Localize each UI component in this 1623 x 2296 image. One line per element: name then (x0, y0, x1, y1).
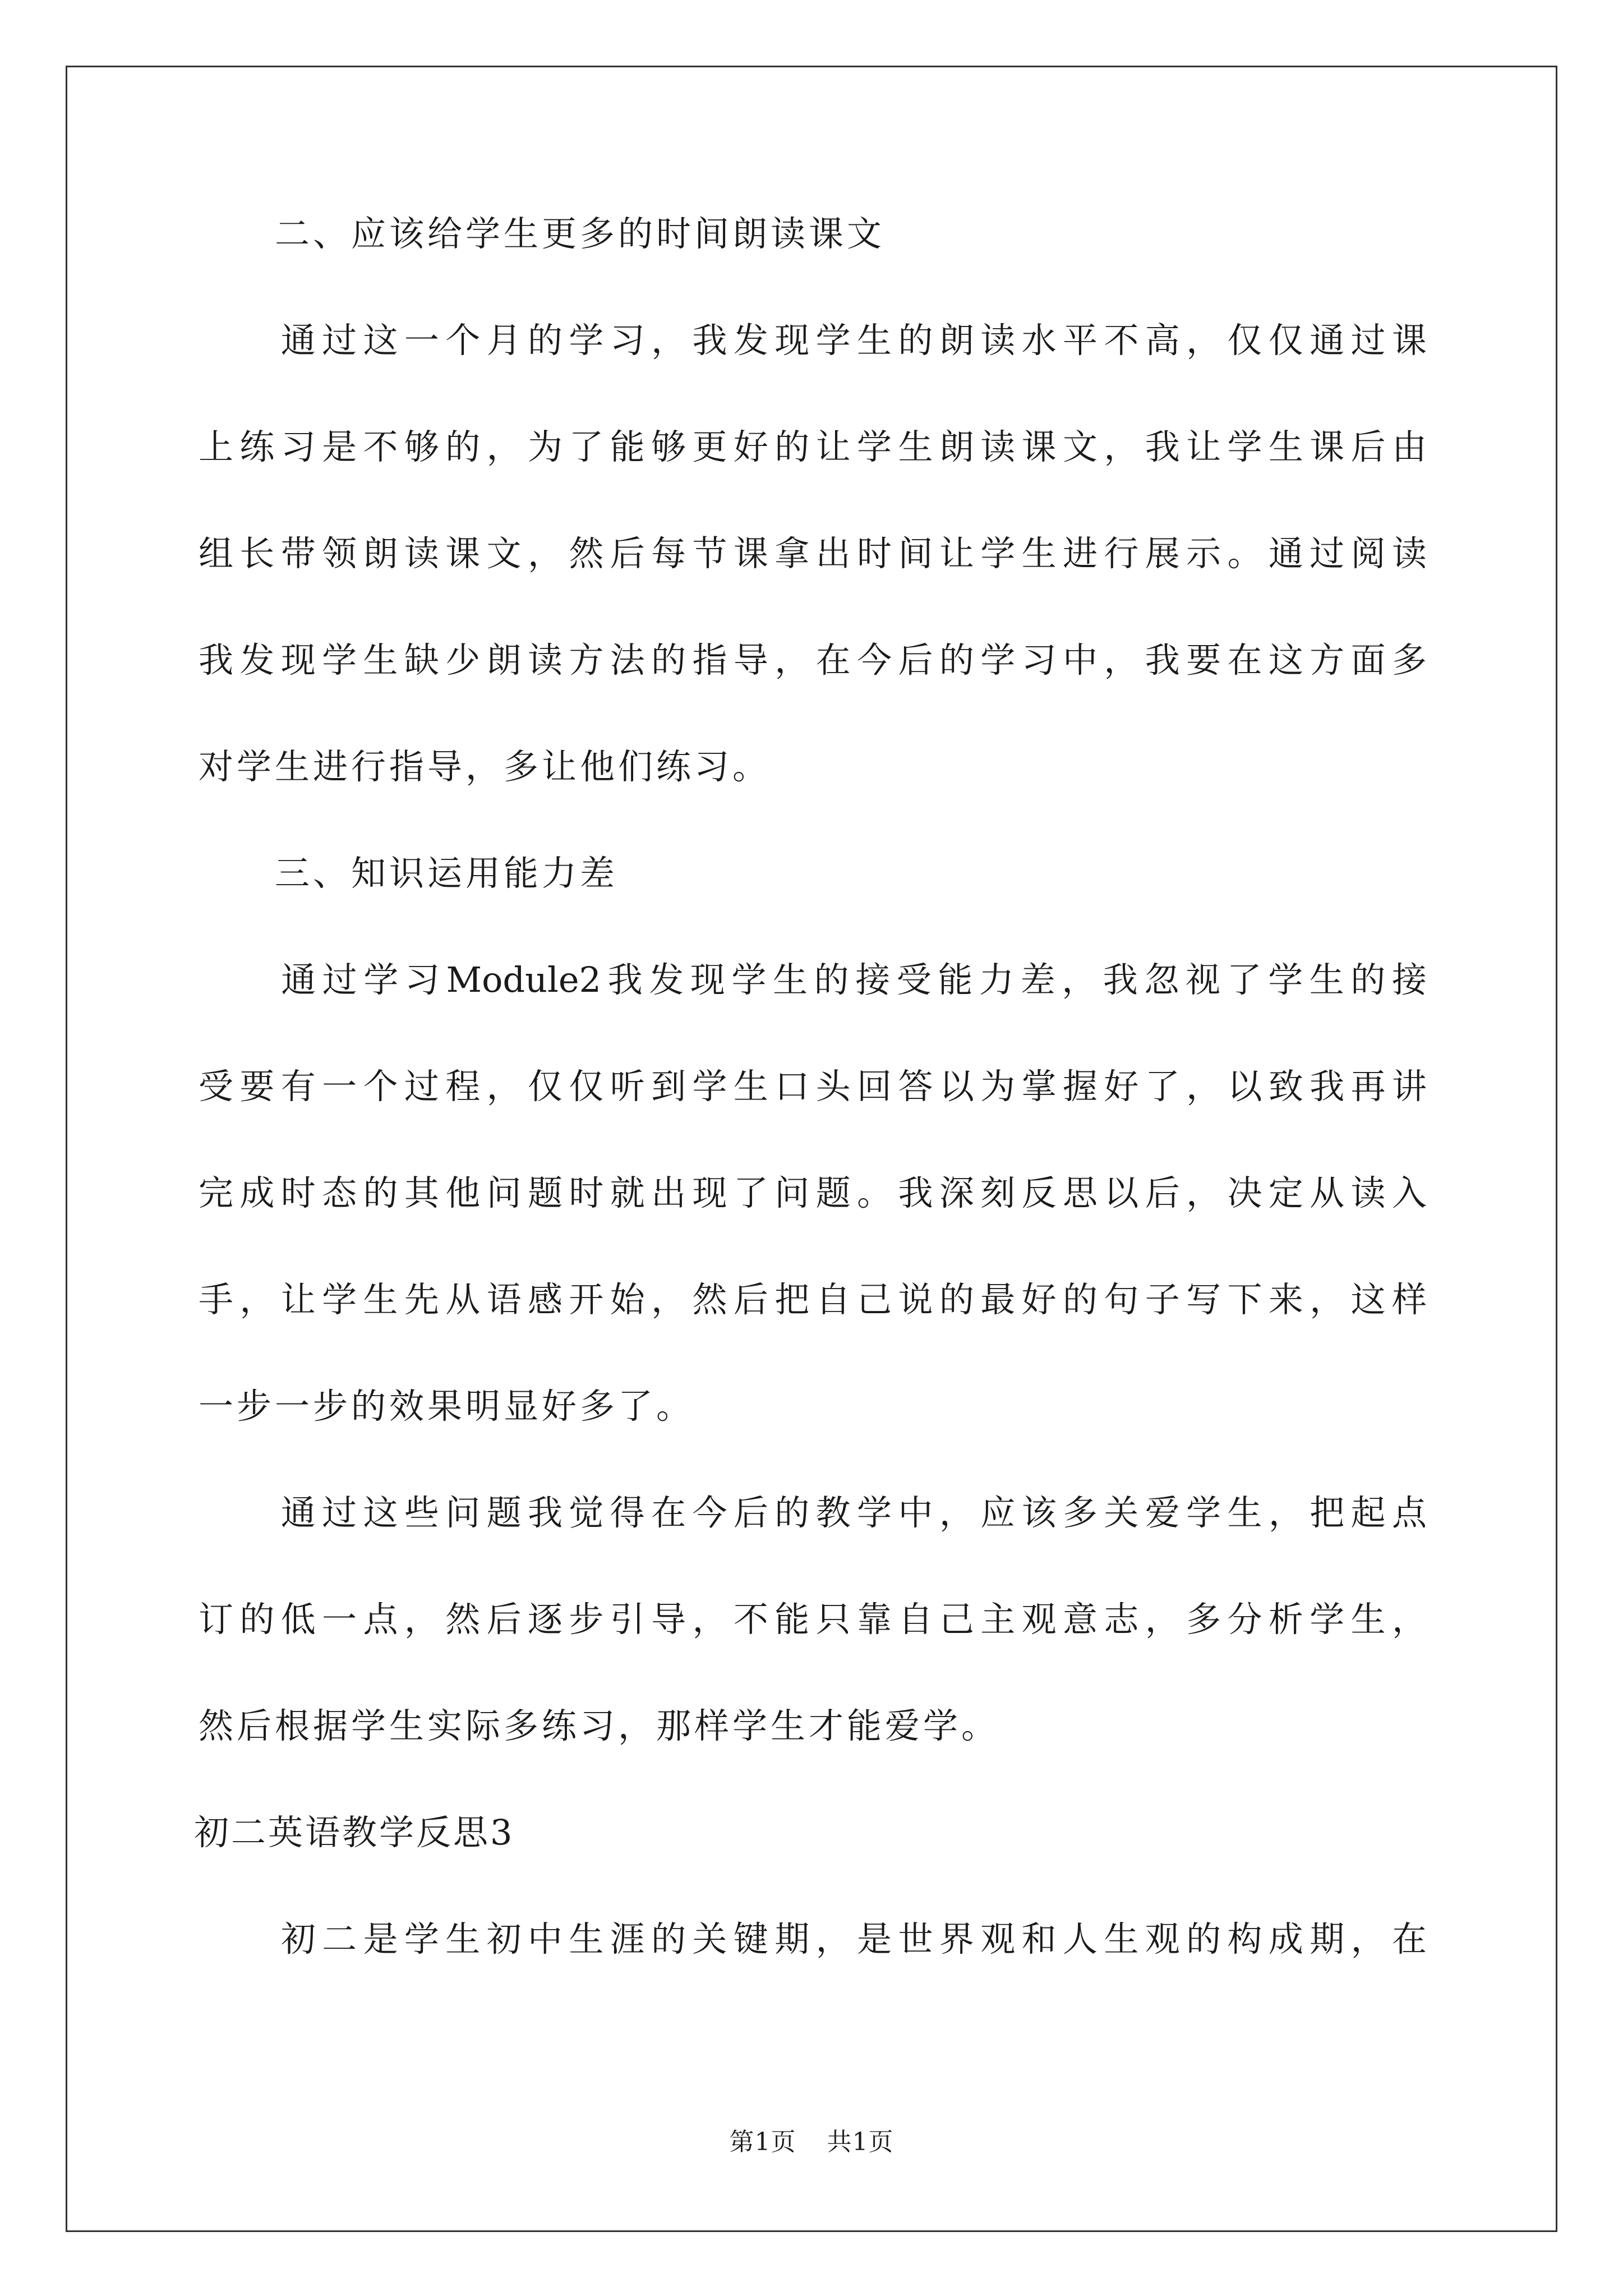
paragraph-line: 通过这些问题我觉得在今后的教学中，应该多关爱学生，把起点 (199, 1492, 1427, 1533)
page-number: 第1页 (729, 2128, 796, 2156)
paragraph-line: 上练习是不够的，为了能够更好的让学生朗读课文，我让学生课后由 (199, 426, 1427, 467)
paragraph-line: 然后根据学生实际多练习，那样学生才能爱学。 (199, 1705, 1000, 1746)
paragraph-line: 组长带领朗读课文，然后每节课拿出时间让学生进行展示。通过阅读 (199, 533, 1427, 574)
section-heading-2: 二、应该给学生更多的时间朗读课文 (199, 213, 886, 254)
paragraph-line: 订的低一点，然后逐步引导，不能只靠自己主观意志，多分析学生， (199, 1599, 1427, 1640)
page-footer (0, 2130, 1623, 2155)
article-title: 初二英语教学反思3 (194, 1812, 515, 1853)
paragraph-line: 完成时态的其他问题时就出现了问题。我深刻反思以后，决定从读入 (199, 1172, 1427, 1213)
section-heading-3: 三、知识运用能力差 (199, 853, 619, 894)
paragraph-line: 通过这一个月的学习，我发现学生的朗读水平不高，仅仅通过课 (199, 320, 1427, 361)
paragraph-line: 一步一步的效果明显好多了。 (199, 1386, 695, 1427)
paragraph-line: 手，让学生先从语感开始，然后把自己说的最好的句子写下来，这样 (199, 1279, 1427, 1320)
page-total: 共1页 (827, 2128, 894, 2156)
paragraph-line: 通过学习Module2我发现学生的接受能力差，我忽视了学生的接 (199, 959, 1427, 1000)
paragraph-line: 对学生进行指导，多让他们练习。 (199, 746, 771, 787)
page-border (66, 66, 1557, 2232)
paragraph-line: 我发现学生缺少朗读方法的指导，在今后的学习中，我要在这方面多 (199, 639, 1427, 680)
paragraph-line: 受要有一个过程，仅仅听到学生口头回答以为掌握好了，以致我再讲 (199, 1066, 1427, 1107)
paragraph-line: 初二是学生初中生涯的关键期，是世界观和人生观的构成期，在 (199, 1918, 1427, 1959)
